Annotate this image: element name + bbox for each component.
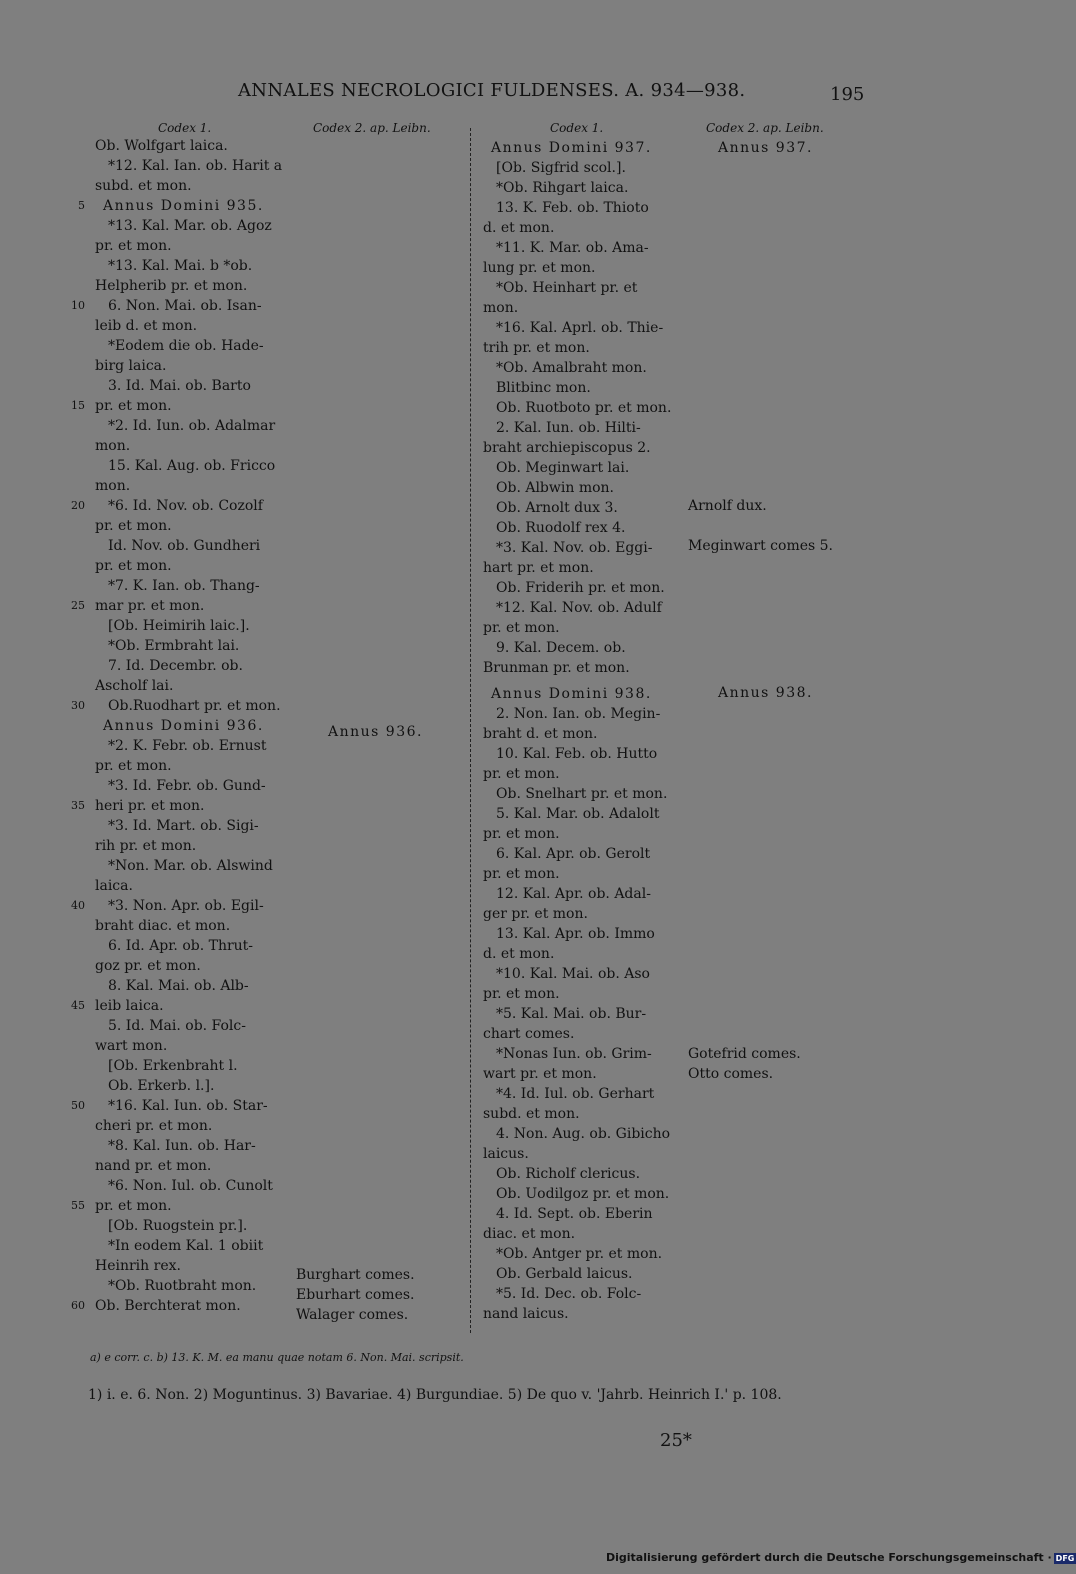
entry-line: d. et mon.	[483, 220, 555, 236]
year-heading: Annus Domini 935.	[103, 198, 264, 214]
entry-line: pr. et mon.	[483, 986, 560, 1002]
column-head-codex1-right: Codex 1.	[550, 121, 604, 135]
entry-line: pr. et mon.	[483, 766, 560, 782]
side-note-annus-937: Annus 937.	[718, 140, 813, 156]
entry-line: pr. et mon.	[483, 866, 560, 882]
entry-line: Ob. Gerbald laicus.	[496, 1266, 633, 1282]
entry-line: *Nonas Iun. ob. Grim-	[496, 1046, 652, 1062]
entry-line: *Ob. Rihgart laica.	[496, 180, 629, 196]
entry-line: [Ob. Erkenbraht l.	[108, 1058, 238, 1074]
entry-line: pr. et mon.	[95, 518, 172, 534]
entry-line: Brunman pr. et mon.	[483, 660, 630, 676]
entry-line: *2. K. Febr. ob. Ernust	[108, 738, 267, 754]
entry-line: 13. Kal. Apr. ob. Immo	[496, 926, 655, 942]
entry-line: *Eodem die ob. Hade-	[108, 338, 264, 354]
running-header	[0, 80, 1000, 110]
entry-line: Ob. Erkerb. l.].	[108, 1078, 215, 1094]
page-title: ANNALES NECROLOGICI FULDENSES. A. 934—938.	[238, 80, 746, 101]
entry-line: 6. Non. Mai. ob. Isan-	[108, 298, 262, 314]
entry-line: pr. et mon.	[95, 558, 172, 574]
entry-line: 2. Kal. Iun. ob. Hilti-	[496, 420, 641, 436]
entry-line: *5. Id. Dec. ob. Folc-	[496, 1286, 642, 1302]
entry-line: 6. Kal. Apr. ob. Gerolt	[496, 846, 651, 862]
entry-line: 12. Kal. Apr. ob. Adal-	[496, 886, 651, 902]
entry-line: pr. et mon.	[95, 758, 172, 774]
entry-line: Helpherib pr. et mon.	[95, 278, 248, 294]
entry-line: trih pr. et mon.	[483, 340, 590, 356]
entry-line: *Ob. Amalbraht mon.	[496, 360, 647, 376]
entry-line: 5. Id. Mai. ob. Folc-	[108, 1018, 246, 1034]
explanatory-footnotes: 1) i. e. 6. Non. 2) Moguntinus. 3) Bavariae. 4) Burgundiae. 5) De quo v. 'Jahrb. Heinrich I.' p. 108.	[88, 1387, 782, 1403]
entry-line: *16. Kal. Aprl. ob. Thie-	[496, 320, 664, 336]
entry-line: Ob. Richolf clericus.	[496, 1166, 641, 1182]
entry-line: braht diac. et mon.	[95, 918, 231, 934]
side-note-otto: Otto comes.	[688, 1066, 774, 1082]
side-note-gotefrid: Gotefrid comes.	[688, 1046, 801, 1062]
column-head-codex1-left: Codex 1.	[158, 121, 212, 135]
entry-line: 15. Kal. Aug. ob. Fricco	[108, 458, 276, 474]
entry-line: pr. et mon.	[483, 620, 560, 636]
line-number: 50	[71, 1099, 85, 1112]
entry-line: Heinrih rex.	[95, 1258, 181, 1274]
side-note-walager: Walager comes.	[296, 1307, 409, 1323]
entry-line: chart comes.	[483, 1026, 575, 1042]
page-number: 195	[830, 84, 865, 105]
entry-line: *7. K. Ian. ob. Thang-	[108, 578, 260, 594]
entry-line: mon.	[483, 300, 519, 316]
side-note-burghart: Burghart comes.	[296, 1267, 415, 1283]
entry-line: Blitbinc mon.	[496, 380, 591, 396]
entry-line: *Ob. Ermbraht lai.	[108, 638, 240, 654]
entry-line: *5. Kal. Mai. ob. Bur-	[496, 1006, 647, 1022]
line-number: 30	[71, 699, 85, 712]
entry-line: *6. Non. Iul. ob. Cunolt	[108, 1178, 273, 1194]
entry-line: laica.	[95, 878, 133, 894]
entry-line: cheri pr. et mon.	[95, 1118, 213, 1134]
entry-line: 7. Id. Decembr. ob.	[108, 658, 243, 674]
line-number: 15	[71, 399, 85, 412]
right-column-codex1-937	[483, 138, 678, 678]
dfg-logo: DFG	[1055, 1554, 1075, 1563]
entry-line: 8. Kal. Mai. ob. Alb-	[108, 978, 249, 994]
year-heading: Annus Domini 937.	[491, 140, 652, 156]
entry-line: Ob. Meginwart lai.	[496, 460, 630, 476]
left-column-codex1	[95, 136, 285, 1316]
entry-line: pr. et mon.	[95, 1198, 172, 1214]
entry-line: Ob. Wolfgart laica.	[95, 138, 228, 154]
entry-line: Ob. Arnolt dux 3.	[496, 500, 618, 516]
entry-line: *6. Id. Nov. ob. Cozolf	[108, 498, 263, 514]
side-note-annus-938: Annus 938.	[718, 685, 813, 701]
line-number: 40	[71, 899, 85, 912]
entry-line: Ob. Ruodolf rex 4.	[496, 520, 626, 536]
entry-line: nand laicus.	[483, 1306, 569, 1322]
side-note-arnolf: Arnolf dux.	[688, 498, 767, 514]
entry-line: Ob.Ruodhart pr. et mon.	[108, 698, 281, 714]
entry-line: *8. Kal. Iun. ob. Har-	[108, 1138, 256, 1154]
column-head-codex2-right: Codex 2. ap. Leibn.	[706, 121, 824, 135]
entry-line: *16. Kal. Iun. ob. Star-	[108, 1098, 268, 1114]
entry-line: 13. K. Feb. ob. Thioto	[496, 200, 649, 216]
entry-line: heri pr. et mon.	[95, 798, 205, 814]
entry-line: pr. et mon.	[95, 238, 172, 254]
entry-line: *Ob. Heinhart pr. et	[496, 280, 638, 296]
entry-line: Ob. Ruotboto pr. et mon.	[496, 400, 672, 416]
entry-line: wart mon.	[95, 1038, 168, 1054]
entry-line: *12. Kal. Nov. ob. Adulf	[496, 600, 662, 616]
entry-line: *13. Kal. Mar. ob. Agoz	[108, 218, 272, 234]
entry-line: *Ob. Antger pr. et mon.	[496, 1246, 663, 1262]
entry-line: Ob. Snelhart pr. et mon.	[496, 786, 668, 802]
entry-line: 4. Id. Sept. ob. Eberin	[496, 1206, 653, 1222]
entry-line: laicus.	[483, 1146, 529, 1162]
entry-line: mar pr. et mon.	[95, 598, 205, 614]
entry-line: Ob. Friderih pr. et mon.	[496, 580, 665, 596]
entry-line: subd. et mon.	[483, 1106, 580, 1122]
entry-line: [Ob. Heimirih laic.].	[108, 618, 250, 634]
entry-line: 9. Kal. Decem. ob.	[496, 640, 626, 656]
entry-line: *11. K. Mar. ob. Ama-	[496, 240, 649, 256]
line-number: 60	[71, 1299, 85, 1312]
entry-line: 3. Id. Mai. ob. Barto	[108, 378, 251, 394]
entry-line: lung pr. et mon.	[483, 260, 596, 276]
entry-line: ger pr. et mon.	[483, 906, 588, 922]
entry-line: [Ob. Sigfrid scol.].	[496, 160, 626, 176]
entry-line: *13. Kal. Mai. b *ob.	[108, 258, 253, 274]
entry-line: *2. Id. Iun. ob. Adalmar	[108, 418, 276, 434]
entry-line: *4. Id. Iul. ob. Gerhart	[496, 1086, 655, 1102]
entry-line: 4. Non. Aug. ob. Gibicho	[496, 1126, 671, 1142]
column-divider	[470, 128, 471, 1333]
year-heading: Annus Domini 938.	[491, 686, 652, 702]
entry-line: d. et mon.	[483, 946, 555, 962]
credit-text: Digitalisierung gefördert durch die Deutsche Forschungsgemeinschaft ·	[606, 1551, 1052, 1564]
entry-line: *3. Kal. Nov. ob. Eggi-	[496, 540, 653, 556]
entry-line: pr. et mon.	[95, 398, 172, 414]
entry-line: Id. Nov. ob. Gundheri	[108, 538, 261, 554]
entry-line: mon.	[95, 478, 131, 494]
digitization-credit	[606, 1551, 1076, 1564]
entry-line: *Ob. Ruotbraht mon.	[108, 1278, 257, 1294]
line-number: 45	[71, 999, 85, 1012]
entry-line: *3. Id. Febr. ob. Gund-	[108, 778, 266, 794]
entry-line: Ascholf lai.	[95, 678, 174, 694]
entry-line: leib laica.	[95, 998, 164, 1014]
entry-line: Ob. Albwin mon.	[496, 480, 614, 496]
line-number: 35	[71, 799, 85, 812]
entry-line: braht d. et mon.	[483, 726, 598, 742]
entry-line: pr. et mon.	[483, 826, 560, 842]
entry-line: *3. Non. Apr. ob. Egil-	[108, 898, 264, 914]
entry-line: 6. Id. Apr. ob. Thrut-	[108, 938, 254, 954]
side-note-annus-936: Annus 936.	[328, 724, 423, 740]
entry-line: goz pr. et mon.	[95, 958, 201, 974]
line-number: 55	[71, 1199, 85, 1212]
entry-line: subd. et mon.	[95, 178, 192, 194]
entry-line: *12. Kal. Ian. ob. Harit a	[108, 158, 283, 174]
year-heading: Annus Domini 936.	[103, 718, 264, 734]
side-note-eburhart: Eburhart comes.	[296, 1287, 415, 1303]
entry-line: wart pr. et mon.	[483, 1066, 597, 1082]
line-number: 20	[71, 499, 85, 512]
entry-line: 5. Kal. Mar. ob. Adalolt	[496, 806, 660, 822]
signature-mark: 25*	[660, 1430, 692, 1451]
entry-line: birg laica.	[95, 358, 167, 374]
entry-line: hart pr. et mon.	[483, 560, 594, 576]
entry-line: leib d. et mon.	[95, 318, 198, 334]
column-head-codex2-left: Codex 2. ap. Leibn.	[313, 121, 431, 135]
entry-line: diac. et mon.	[483, 1226, 576, 1242]
entry-line: Ob. Berchterat mon.	[95, 1298, 241, 1314]
entry-line: *Non. Mar. ob. Alswind	[108, 858, 273, 874]
variant-footnotes: a) e corr. c. b) 13. K. M. ea manu quae notam 6. Non. Mai. scripsit.	[90, 1351, 464, 1364]
entry-line: 10. Kal. Feb. ob. Hutto	[496, 746, 658, 762]
entry-line: nand pr. et mon.	[95, 1158, 212, 1174]
entry-line: 2. Non. Ian. ob. Megin-	[496, 706, 661, 722]
line-number: 5	[78, 199, 85, 212]
right-column-codex1-938	[483, 684, 678, 1324]
entry-line: [Ob. Ruogstein pr.].	[108, 1218, 248, 1234]
entry-line: braht archiepiscopus 2.	[483, 440, 651, 456]
entry-line: *3. Id. Mart. ob. Sigi-	[108, 818, 259, 834]
line-number: 10	[71, 299, 85, 312]
entry-line: rih pr. et mon.	[95, 838, 197, 854]
entry-line: mon.	[95, 438, 131, 454]
line-number: 25	[71, 599, 85, 612]
entry-line: Ob. Uodilgoz pr. et mon.	[496, 1186, 670, 1202]
entry-line: *In eodem Kal. 1 obiit	[108, 1238, 264, 1254]
entry-line: *10. Kal. Mai. ob. Aso	[496, 966, 650, 982]
side-note-meginwart: Meginwart comes 5.	[688, 538, 833, 554]
